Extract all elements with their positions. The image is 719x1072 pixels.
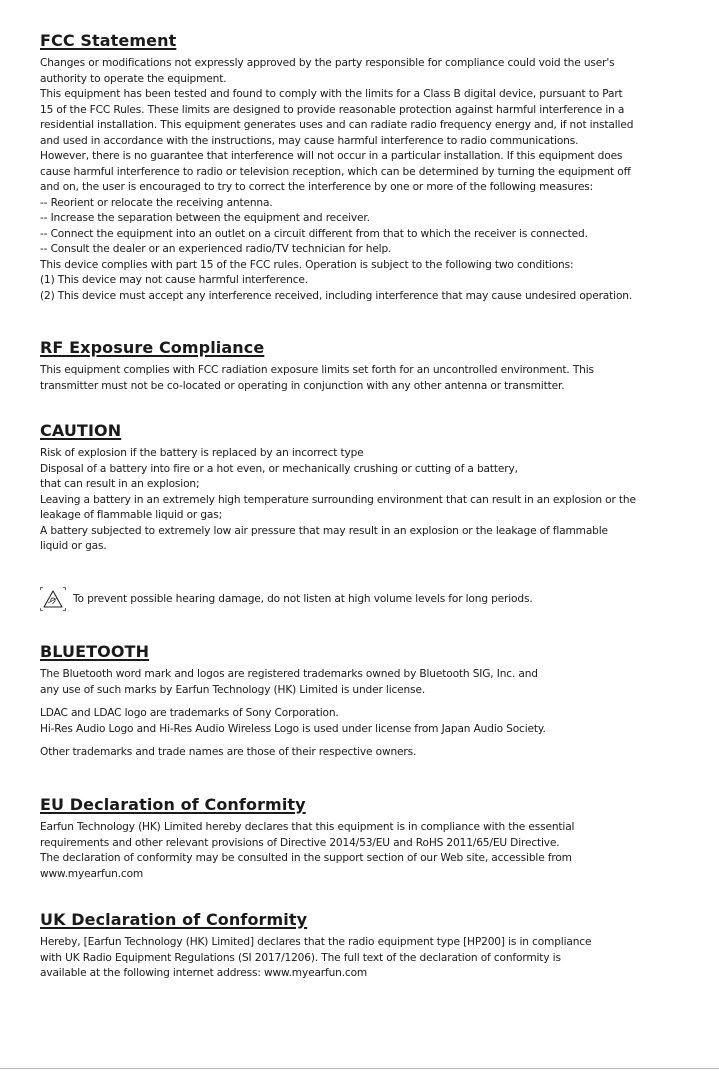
eu-line: The declaration of conformity may be consulted in the support section of our Web site, accessible from xyxy=(40,852,572,864)
bluetooth-body xyxy=(40,667,680,761)
rf-body xyxy=(40,363,680,394)
uk-title: UK Declaration of Conformity xyxy=(40,910,308,929)
fcc-line: This device complies with part 15 of the FCC rules. Operation is subject to the following two conditions: xyxy=(40,258,574,271)
hearing-warning-text: To prevent possible hearing damage, do not listen at high volume levels for long periods. xyxy=(73,593,533,605)
bluetooth-line: any use of such marks by Earfun Technology (HK) Limited is under license. xyxy=(40,683,426,696)
rf-section xyxy=(40,338,680,394)
fcc-line: -- Reorient or relocate the receiving antenna. xyxy=(40,196,273,209)
bluetooth-title: BLUETOOTH xyxy=(40,642,150,661)
caution-title: CAUTION xyxy=(40,421,122,440)
eu-line: www.myearfun.com xyxy=(40,867,144,880)
uk-line: Hereby, [Earfun Technology (HK) Limited] declares that the radio equipment type [HP200] is in compliance xyxy=(40,936,592,948)
bottom-rule xyxy=(0,1068,719,1069)
fcc-line: -- Increase the separation between the equipment and receiver. xyxy=(40,212,370,224)
eu-title: EU Declaration of Conformity xyxy=(40,795,306,814)
fcc-line: cause harmful interference to radio or television reception, which can be determined by turning the equipment off xyxy=(40,165,631,178)
hearing-warning-icon xyxy=(40,587,66,611)
caution-line: Risk of explosion if the battery is replaced by an incorrect type xyxy=(40,447,364,459)
fcc-line: 15 of the FCC Rules. These limits are designed to provide reasonable protection against harmful interference in a xyxy=(40,103,625,116)
bluetooth-line: LDAC and LDAC logo are trademarks of Sony Corporation. xyxy=(40,707,339,719)
fcc-line: -- Connect the equipment into an outlet on a circuit different from that to which the receiver is connected. xyxy=(40,227,588,240)
uk-line: with UK Radio Equipment Regulations (SI 2017/1206). The full text of the declaration of conformity is xyxy=(40,951,561,964)
uk-section xyxy=(40,910,680,982)
caution-line: that can result in an explosion; xyxy=(40,478,200,490)
eu-body xyxy=(40,820,680,882)
bluetooth-line: The Bluetooth word mark and logos are registered trademarks owned by Bluetooth SIG, Inc. and xyxy=(40,668,538,680)
fcc-line: (1) This device may not cause harmful interference. xyxy=(40,274,308,286)
eu-line: requirements and other relevant provisions of Directive 2014/53/EU and RoHS 2011/65/EU Directive. xyxy=(40,836,560,849)
fcc-line: and used in accordance with the instructions, may cause harmful interference to radio communications. xyxy=(40,134,579,147)
fcc-body xyxy=(40,56,680,304)
fcc-line: -- Consult the dealer or an experienced radio/TV technician for help. xyxy=(40,243,392,255)
rf-line: This equipment complies with FCC radiation exposure limits set forth for an uncontrolled environment. This xyxy=(40,364,594,376)
fcc-title: FCC Statement xyxy=(40,31,177,50)
caution-line: liquid or gas. xyxy=(40,540,107,552)
bluetooth-line: Other trademarks and trade names are those of their respective owners. xyxy=(40,746,417,758)
fcc-line: Changes or modifications not expressly approved by the party responsible for compliance could void the user's xyxy=(40,57,615,69)
fcc-line: authority to operate the equipment. xyxy=(40,72,227,85)
caution-line: A battery subjected to extremely low air pressure that may result in an explosion or the leakage of flammable xyxy=(40,524,608,537)
fcc-line: (2) This device must accept any interference received, including interference that may cause undesired operation. xyxy=(40,289,633,302)
uk-line: available at the following internet address: www.myearfun.com xyxy=(40,967,368,979)
caution-line: leakage of flammable liquid or gas; xyxy=(40,509,223,521)
fcc-line: This equipment has been tested and found to comply with the limits for a Class B digital device, pursuant to Part xyxy=(40,88,623,100)
caution-line: Leaving a battery in an extremely high temperature surrounding environment that can result in an explosion or the xyxy=(40,493,636,506)
caution-line: Disposal of a battery into fire or a hot even, or mechanically crushing or cutting of a battery, xyxy=(40,462,518,475)
fcc-line: residential installation. This equipment generates uses and can radiate radio frequency energy and, if not installed xyxy=(40,119,634,131)
fcc-section xyxy=(40,31,680,304)
caution-section xyxy=(40,421,680,555)
eu-line: Earfun Technology (HK) Limited hereby declares that this equipment is in compliance with the essential xyxy=(40,821,575,833)
bluetooth-section xyxy=(40,642,680,761)
fcc-line: However, there is no guarantee that interference will not occur in a particular installation. If this equipment does xyxy=(40,150,623,162)
rf-line: transmitter must not be co-located or operating in conjunction with any other antenna or transmitter. xyxy=(40,379,565,392)
hearing-warning xyxy=(40,587,680,611)
rf-title: RF Exposure Compliance xyxy=(40,338,265,357)
bluetooth-line: Hi-Res Audio Logo and Hi-Res Audio Wireless Logo is used under license from Japan Audio Society. xyxy=(40,722,546,735)
fcc-line: and on, the user is encouraged to try to correct the interference by one or more of the following measures: xyxy=(40,181,594,193)
caution-body xyxy=(40,446,680,555)
eu-section xyxy=(40,795,680,882)
uk-body xyxy=(40,935,680,982)
